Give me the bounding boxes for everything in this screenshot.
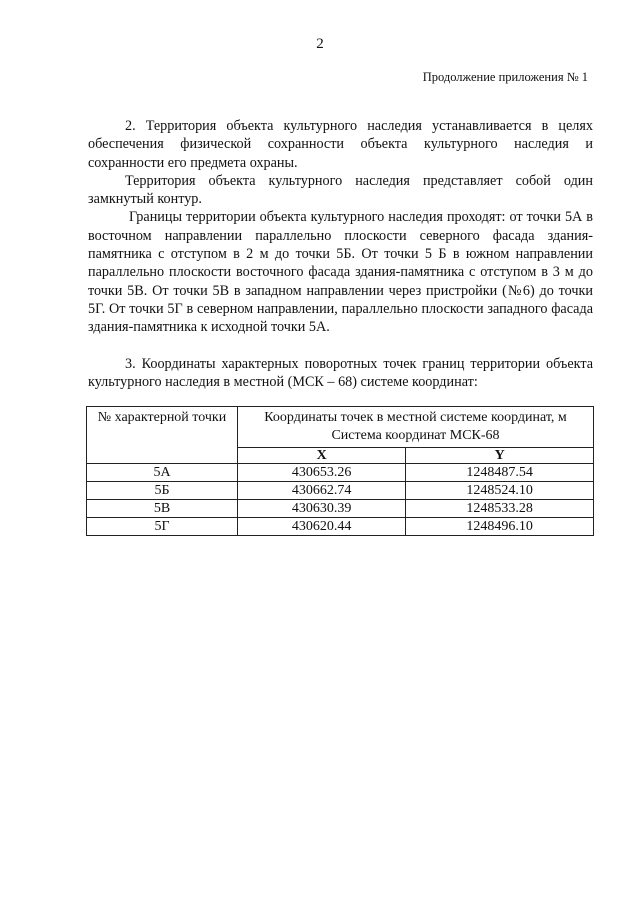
page-number: 2	[316, 36, 324, 52]
cell-x: 430653.26	[238, 464, 406, 482]
table-row	[87, 482, 594, 500]
table-header-row	[87, 407, 594, 448]
header-x: X	[238, 448, 406, 464]
header-point-number: № характерной точки	[87, 407, 238, 464]
document-body	[88, 117, 593, 391]
paragraph-territory-purpose: 2. Территория объекта культурного наследия устанавливается в целях обеспечения физической сохранности объекта культурного наследия и сохранности его предмета охраны.	[88, 118, 593, 171]
table-row	[87, 464, 594, 482]
appendix-note: Продолжение приложения № 1	[422, 70, 588, 84]
header-y: Y	[406, 448, 594, 464]
cell-point: 5Г	[87, 518, 238, 536]
cell-point: 5В	[87, 500, 238, 518]
table-row	[87, 500, 594, 518]
cell-y: 1248487.54	[406, 464, 594, 482]
cell-point: 5Б	[87, 482, 238, 500]
cell-point: 5А	[87, 464, 238, 482]
paragraph-territory-boundaries: Границы территории объекта культурного наследия проходят: от точки 5А в восточном направлении параллельно плоскости северного фасада здания-памятника с отступом в 2 м до точки 5Б. От точки 5 Б в южном направлении параллельно плоскости восточного фасада здания-памятника с отступом в 3 м до точки 5В. От точки 5В в западном направлении через пристройки (№6) до точки 5Г. От точки 5Г в северном направлении, параллельно плоскости западного фасада здания-памятника к исходной точки 5А.	[88, 209, 593, 336]
cell-x: 430662.74	[238, 482, 406, 500]
table-row	[87, 518, 594, 536]
cell-y: 1248524.10	[406, 482, 594, 500]
paragraph-territory-contour: Территория объекта культурного наследия представляет собой один замкнутый контур.	[88, 172, 593, 208]
cell-x: 430630.39	[238, 500, 406, 518]
coordinates-table	[86, 406, 594, 536]
header-coordinates: Координаты точек в местной системе координат, м Система координат МСК-68	[238, 407, 594, 448]
paragraph-coordinates-intro: 3. Координаты характерных поворотных точек границ территории объекта культурного наследия в местной (МСК – 68) системе координат:	[88, 355, 593, 390]
cell-y: 1248533.28	[406, 500, 594, 518]
cell-y: 1248496.10	[406, 518, 594, 536]
cell-x: 430620.44	[238, 518, 406, 536]
